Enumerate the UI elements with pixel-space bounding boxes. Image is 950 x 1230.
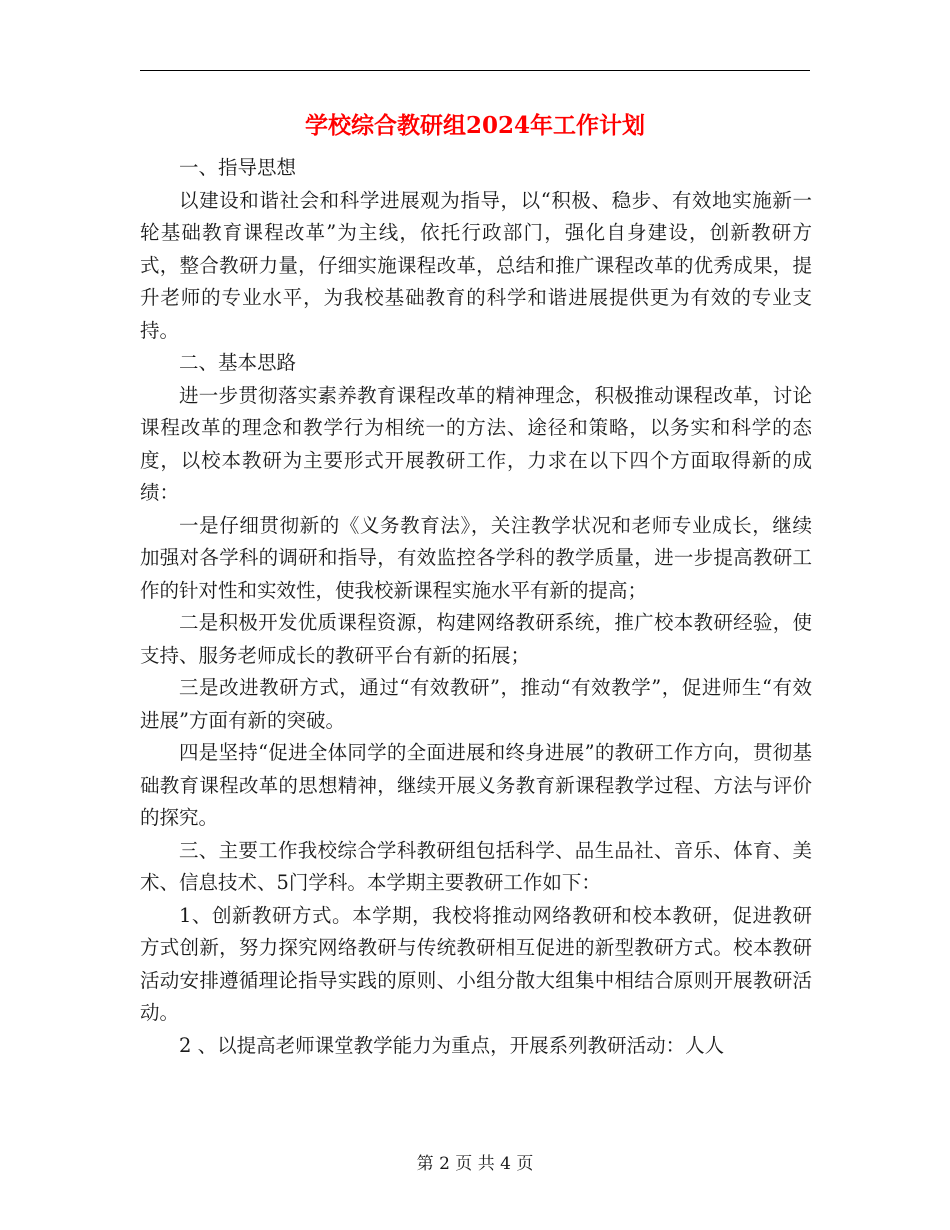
heading-basic-approach: 二、基本思路 (179, 351, 297, 374)
paragraph-item-two: 2 、以提高老师课堂教学能力为重点，开展系列教研活动：人人 (179, 1033, 725, 1057)
paragraph-basic-approach: 进一步贯彻落实素养教育课程改革的精神理念，积极推动课程改革，讨论课程改革的理念和教学行为相统一的方法、途径和策略，以务实和科学的态度，以校本教研为主要形式开展教研工作，力求在以下四个方面取得新的成绩： (140, 383, 812, 504)
paragraph-main-work: 三、主要工作我校综合学科教研组包括科学、品生品社、音乐、体育、美术、信息技术、5门学科。本学期主要教研工作如下： (140, 838, 812, 894)
document-body (140, 152, 812, 1062)
paragraph-guiding-ideology: 以建设和谐社会和科学进展观为指导，以“积极、稳步、有效地实施新一轮基础教育课程改革”为主线，依托行政部门，强化自身建设，创新教研方式，整合教研力量，仔细实施课程改革，总结和推广课程改革的优秀成果，提升老师的专业水平，为我校基础教育的科学和谐进展提供更为有效的专业支持。 (140, 188, 812, 342)
paragraph-point-one: 一是仔细贯彻新的《义务教育法》，关注教学状况和老师专业成长，继续加强对各学科的调研和指导，有效监控各学科的教学质量，进一步提高教研工作的针对性和实效性，使我校新课程实施水平有新的提高； (140, 513, 812, 602)
paragraph-item-one: 1、创新教研方式。本学期，我校将推动网络教研和校本教研，促进教研方式创新，努力探究网络教研与传统教研相互促进的新型教研方式。校本教研活动安排遵循理论指导实践的原则、小组分散大组集中相结合原则开展教研活动。 (140, 903, 812, 1024)
paragraph-point-two: 二是积极开发优质课程资源，构建网络教研系统，推广校本教研经验，使支持、服务老师成长的教研平台有新的拓展； (140, 611, 812, 667)
page-number-footer: 第 2 页 共 4 页 (416, 1154, 534, 1174)
heading-guiding-ideology: 一、指导思想 (179, 156, 297, 179)
header-rule (140, 70, 810, 71)
paragraph-point-three: 三是改进教研方式，通过“有效教研”，推动“有效教学”，促进师生“有效进展”方面有新的突破。 (140, 676, 812, 732)
document-title: 学校综合教研组2024年工作计划 (304, 112, 645, 139)
paragraph-point-four: 四是坚持“促进全体同学的全面进展和终身进展”的教研工作方向，贯彻基础教育课程改革的思想精神，继续开展义务教育新课程教学过程、方法与评价的探究。 (140, 741, 812, 829)
